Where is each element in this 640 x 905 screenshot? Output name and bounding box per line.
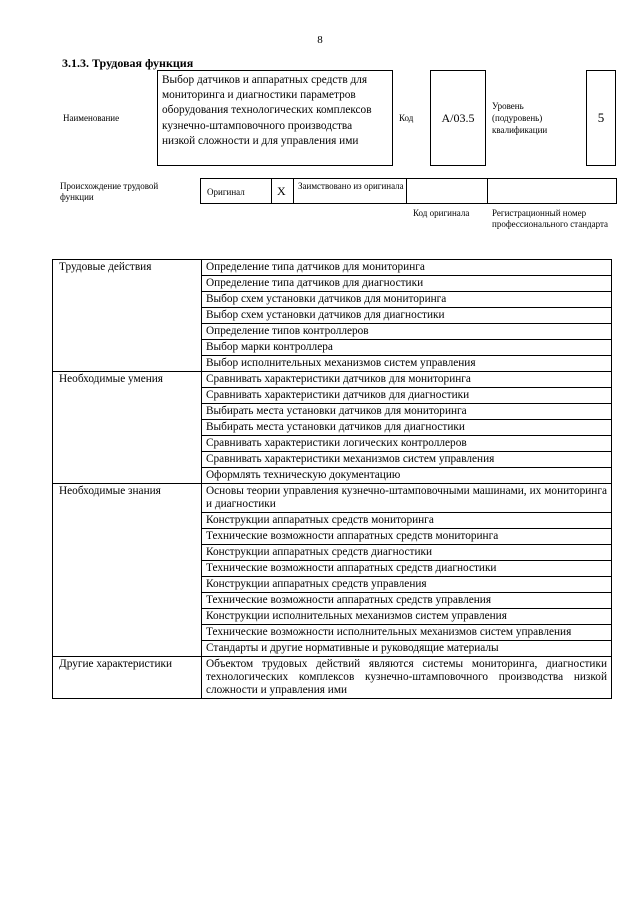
item-cell: Сравнивать характеристики логических контроллеров (202, 436, 612, 452)
level-label (492, 100, 582, 136)
item-cell: Основы теории управления кузнечно-штамповочными машинами, их мониторинга и диагностики (202, 484, 612, 513)
category-cell: Другие характеристики (53, 657, 202, 699)
item-cell: Конструкции аппаратных средств диагностики (202, 545, 612, 561)
code-value: A/03.5 (441, 110, 475, 125)
item-cell: Технические возможности аппаратных средств диагностики (202, 561, 612, 577)
item-cell: Определение типов контроллеров (202, 324, 612, 340)
category-cell: Необходимые знания (53, 484, 202, 657)
item-cell: Сравнивать характеристики датчиков для диагностики (202, 388, 612, 404)
table-row (53, 372, 612, 388)
item-cell: Объектом трудовых действий являются системы мониторинга, диагностики технологических комплексов кузнечно-штамповочного производства низкой сложности и управления ими (202, 657, 612, 699)
item-cell: Сравнивать характеристики датчиков для мониторинга (202, 372, 612, 388)
labor-function-table (52, 259, 612, 699)
level-label-line-1: Уровень (492, 101, 524, 111)
level-box (586, 70, 616, 166)
reg-number-label: Регистрационный номер профессионального стандарта (492, 208, 609, 229)
level-value: 5 (597, 110, 605, 125)
origin-original-cell (201, 179, 286, 203)
item-cell: Выбор схем установки датчиков для мониторинга (202, 292, 612, 308)
code-original-label: Код оригинала (413, 208, 470, 218)
level-label-line-3: квалификации (492, 125, 548, 135)
origin-table (200, 178, 617, 204)
origin-borrowed-cell (294, 179, 407, 203)
item-cell: Стандарты и другие нормативные и руководящие материалы (202, 641, 612, 657)
item-cell: Выбирать места установки датчиков для диагностики (202, 420, 612, 436)
category-cell: Трудовые действия (53, 260, 202, 372)
function-name-value: Выбор датчиков и аппаратных средств для мониторинга и диагностики параметров оборудования технологических комплексов кузнечно-штамповочного производства низкой сложности и для управления ими (162, 74, 372, 147)
item-cell: Технические возможности аппаратных средств управления (202, 593, 612, 609)
item-cell: Определение типа датчиков для мониторинга (202, 260, 612, 276)
item-cell: Технические возможности исполнительных механизмов систем управления (202, 625, 612, 641)
item-cell: Выбирать места установки датчиков для мониторинга (202, 404, 612, 420)
origin-label: Происхождение трудовой функции (60, 181, 159, 202)
name-label: Наименование (63, 113, 120, 123)
code-box (430, 70, 486, 166)
item-cell: Оформлять техническую документацию (202, 468, 612, 484)
table-row (53, 657, 612, 699)
borrowed-label: Заимствовано из оригинала (298, 181, 404, 191)
original-mark: X (277, 184, 286, 198)
code-label: Код (399, 113, 414, 123)
function-name-box (157, 70, 393, 166)
item-cell: Конструкции аппаратных средств управления (202, 577, 612, 593)
item-cell: Выбор схем установки датчиков для диагностики (202, 308, 612, 324)
item-cell: Конструкции аппаратных средств мониторинга (202, 513, 612, 529)
table-row (53, 484, 612, 513)
item-cell: Сравнивать характеристики механизмов систем управления (202, 452, 612, 468)
original-label: Оригинал (207, 187, 245, 197)
level-label-line-2: (подуровень) (492, 113, 543, 123)
origin-mark-cell (272, 179, 294, 203)
origin-code-cell (407, 179, 488, 203)
item-cell: Определение типа датчиков для диагностики (202, 276, 612, 292)
item-cell: Выбор исполнительных механизмов систем управления (202, 356, 612, 372)
category-cell: Необходимые умения (53, 372, 202, 484)
page-number: 8 (317, 34, 323, 46)
section-title: 3.1.3. Трудовая функция (62, 56, 194, 70)
item-cell: Конструкции исполнительных механизмов систем управления (202, 609, 612, 625)
origin-reg-cell (488, 179, 618, 203)
item-cell: Выбор марки контроллера (202, 340, 612, 356)
item-cell: Технические возможности аппаратных средств мониторинга (202, 529, 612, 545)
table-row (53, 260, 612, 276)
